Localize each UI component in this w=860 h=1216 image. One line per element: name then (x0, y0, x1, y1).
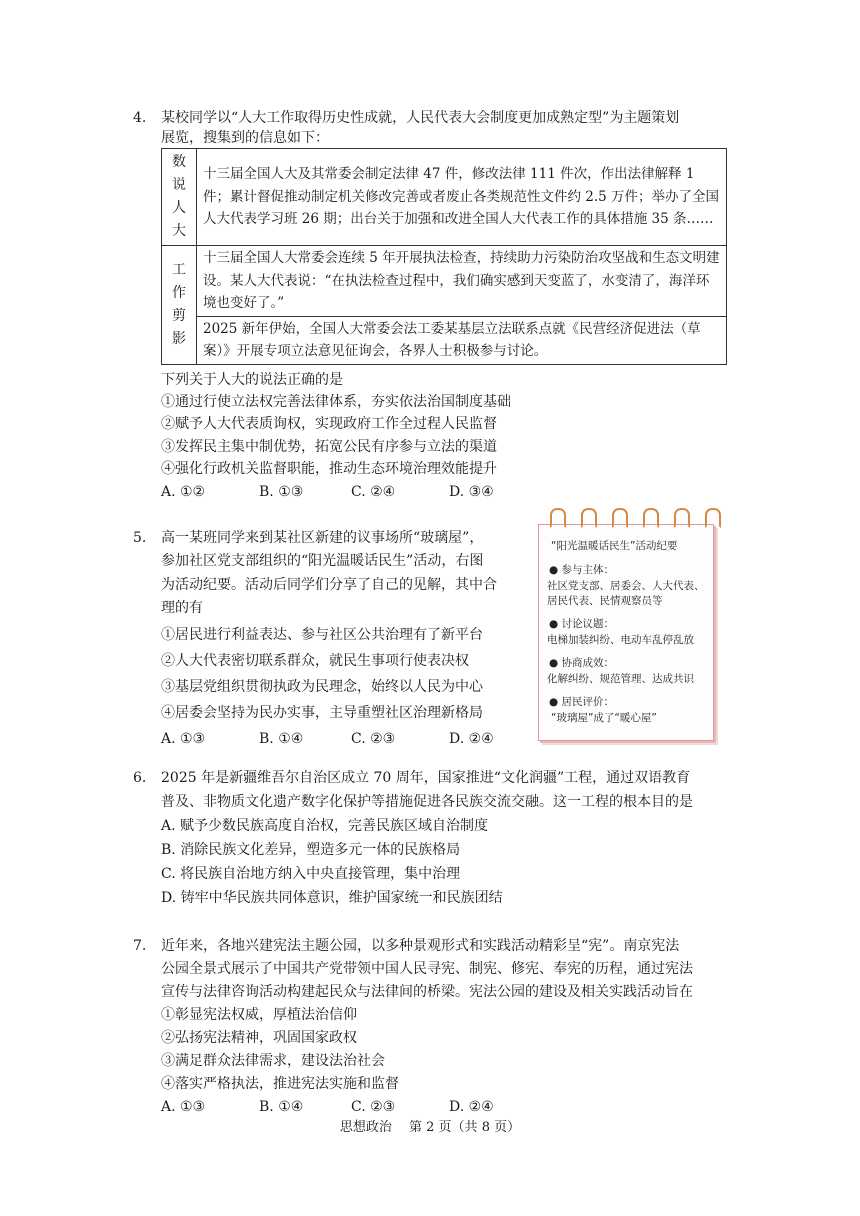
statement-item: ①彰显宪法权威，厚植法治信仰 (161, 1007, 357, 1023)
card-section-heading: ● 协商成效： (549, 657, 614, 669)
statement-item: ①通过行使立法权完善法律体系，夯实依法治国制度基础 (161, 394, 511, 410)
card-section-heading: ● 讨论议题： (549, 618, 614, 630)
question-stem: 参加社区党支部组织的“阳光温暖话民生”活动，右图 (161, 553, 484, 569)
question-number: 6. (133, 770, 147, 786)
statement-item: ④落实严格执法，推进宪法实施和监督 (161, 1076, 399, 1092)
page-footer: 思想政治 第 2 页（共 8 页） (339, 1120, 521, 1135)
question-stem: 普及、非物质文化遗产数字化保护等措施促进各民族交流交融。这一工程的根本目的是 (161, 794, 693, 810)
answer-option: A. ①③ (161, 1099, 206, 1115)
card-text: 化解纠纷、规范管理、达成共识 (547, 673, 694, 685)
question-stem: 展览，搜集到的信息如下： (161, 130, 329, 146)
question-number: 4. (133, 110, 147, 126)
table-row-label: 数 说 人 大 (162, 149, 197, 246)
answer-choice: D. 铸牢中华民族共同体意识，维护国家统一和民族团结 (161, 890, 503, 906)
answer-option: B. ①③ (259, 484, 304, 500)
answer-option: C. ②③ (351, 1099, 396, 1115)
answer-option: A. ①② (161, 484, 206, 500)
answer-choice: C. 将民族自治地方纳入中央直接管理，集中治理 (161, 866, 461, 882)
question-stem: 公园全景式展示了中国共产党带领中国人民寻宪、制宪、修宪、奉宪的历程，通过宪法 (161, 961, 693, 977)
statement-item: ③发挥民主集中制优势，拓宽公民有序参与立法的渠道 (161, 439, 497, 455)
card-title: “阳光温暖话民生”活动纪要 (551, 540, 678, 552)
answer-choice: A. 赋予少数民族高度自治权，完善民族区域自治制度 (161, 818, 489, 834)
card-section-heading: ● 居民评价： (549, 696, 614, 708)
question-stem: 2025 年是新疆维吾尔自治区成立 70 周年，国家推进“文化润疆”工程，通过双语教育 (161, 770, 691, 786)
answer-option: B. ①④ (259, 1099, 304, 1115)
table-cell: 2025 新年伊始，全国人大常委会法工委某基层立法联系点就《民营经济促进法（草案）》开展专项立法意见征询会，各界人士积极参与讨论。 (197, 316, 727, 364)
question-stem: 理的有 (161, 600, 203, 616)
question-stem: 近年来，各地兴建宪法主题公园，以多种景观形式和实践活动精彩呈“宪”。南京宪法 (161, 938, 680, 954)
statement-item: ④居委会坚持为民办实事，主导重塑社区治理新格局 (161, 705, 483, 721)
statement-item: ③满足群众法律需求，建设法治社会 (161, 1053, 385, 1069)
answer-option: B. ①④ (259, 731, 304, 747)
answer-option: D. ②④ (449, 731, 494, 747)
question-stem: 宣传与法律咨询活动构建起民众与法律间的桥梁。宪法公园的建设及相关实践活动旨在 (161, 984, 693, 1000)
binder-rings-icon (550, 508, 736, 532)
statement-item: ②人大代表密切联系群众，就民生事项行使表决权 (161, 653, 469, 669)
info-table (161, 148, 727, 365)
table-cell: 十三届全国人大常委会连续 5 年开展执法检查，持续助力污染防治攻坚战和生态文明建设。某人大代表说：“在执法检查过程中，我们确实感到天变蓝了，水变清了，海洋环境也变好了。” (197, 246, 727, 317)
card-text: “玻璃屋”成了“暖心屋” (551, 712, 657, 724)
question-number: 7. (133, 938, 147, 954)
answer-option: C. ②④ (351, 484, 396, 500)
card-text: 电梯加装纠纷、电动车乱停乱放 (547, 634, 694, 646)
table-cell: 十三届全国人大及其常委会制定法律 47 件，修改法律 111 件次，作出法律解释 1 件；累计督促推动制定机关修改完善或者废止各类规范性文件约 2.5 万件；举办了全国人大代表学习班 26 期；出台关于加强和改进全国人大代表工作的具体措施 35 条…… (197, 149, 727, 246)
statement-item: ②弘扬宪法精神，巩固国家政权 (161, 1030, 357, 1046)
table-row-label: 工 作 剪 影 (162, 246, 197, 365)
card-text: 社区党支部、居委会、人大代表、 (547, 580, 705, 592)
card-section-heading: ● 参与主体： (549, 564, 614, 576)
answer-option: D. ②④ (449, 1099, 494, 1115)
statement-item: ①居民进行利益表达、参与社区公共治理有了新平台 (161, 627, 483, 643)
question-prompt: 下列关于人大的说法正确的是 (161, 372, 343, 388)
statement-item: ②赋予人大代表质询权，实现政府工作全过程人民监督 (161, 416, 497, 432)
answer-option: C. ②③ (351, 731, 396, 747)
question-stem: 某校同学以“人大工作取得历史性成就，人民代表大会制度更加成熟定型”为主题策划 (161, 110, 680, 126)
answer-option: A. ①③ (161, 731, 206, 747)
question-stem: 高一某班同学来到某社区新建的议事场所“玻璃屋”， (161, 530, 484, 546)
statement-item: ④强化行政机关监督职能，推动生态环境治理效能提升 (161, 461, 497, 477)
answer-option: D. ③④ (449, 484, 494, 500)
statement-item: ③基层党组织贯彻执政为民理念，始终以人民为中心 (161, 679, 483, 695)
question-number: 5. (133, 530, 147, 546)
question-stem: 为活动纪要。活动后同学们分享了自己的见解，其中合 (161, 577, 497, 593)
card-text: 居民代表、民情观察员等 (547, 595, 663, 607)
activity-note-card (538, 524, 714, 741)
answer-choice: B. 消除民族文化差异，塑造多元一体的民族格局 (161, 842, 461, 858)
